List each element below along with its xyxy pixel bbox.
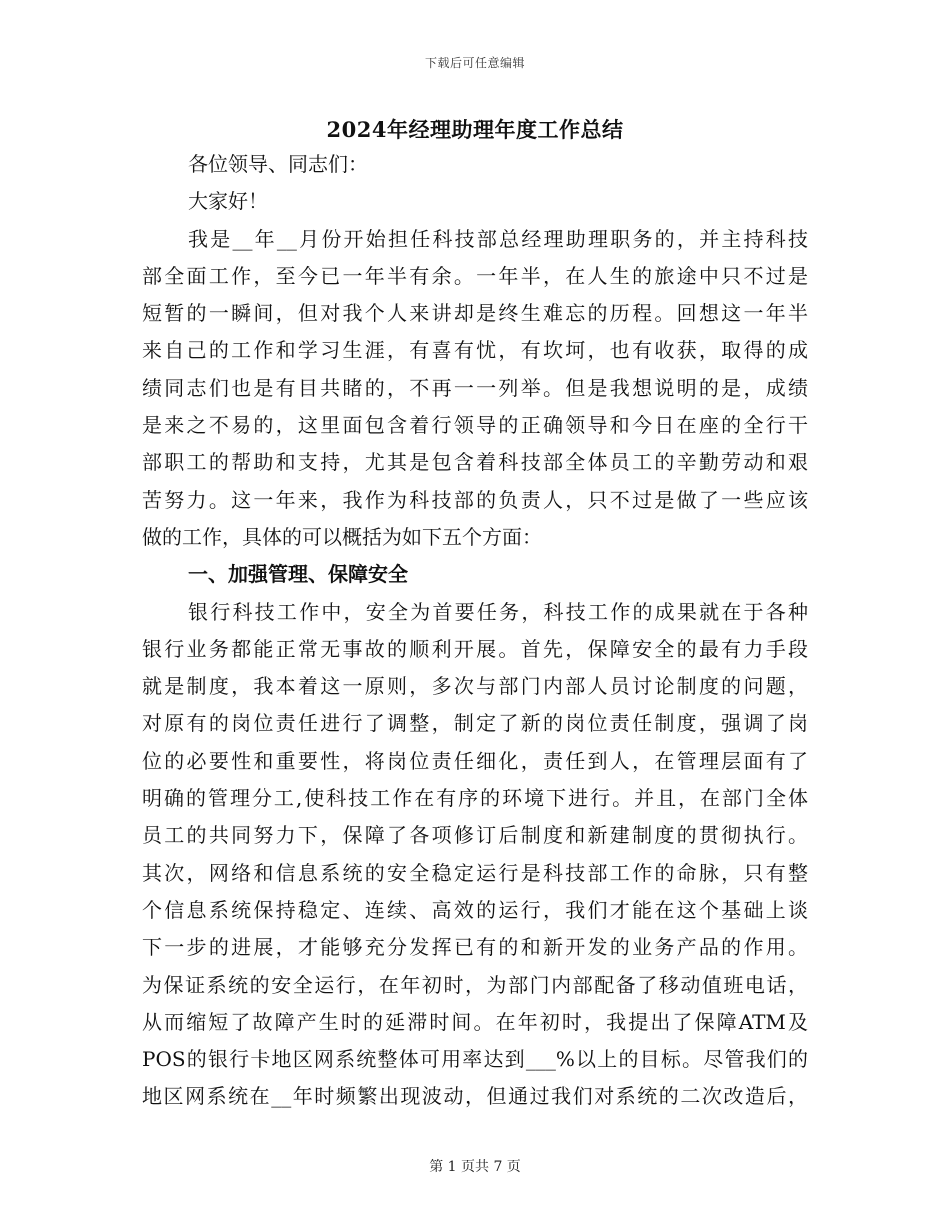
paragraph-line: 员工的共同努力下，保障了各项修订后制度和新建制度的贯彻执行。: [142, 823, 808, 848]
paragraph-line: 就是制度，我本着这一原则，多次与部门内部人员讨论制度的问题，: [142, 674, 808, 699]
paragraph-line: 绩同志们也是有目共睹的，不再一一列举。但是我想说明的是，成绩: [142, 375, 808, 400]
paragraph-line: 部全面工作，至今已一年半有余。一年半，在人生的旅途中只不过是: [142, 263, 808, 288]
paragraph-line: 为保证系统的安全运行，在年初时，为部门内部配备了移动值班电话，: [142, 972, 808, 997]
paragraph-line: POS的银行卡地区网系统整体可用率达到___%以上的目标。尽管我们的: [142, 1047, 808, 1072]
paragraph-line: 对原有的岗位责任进行了调整，制定了新的岗位责任制度，强调了岗: [142, 711, 808, 736]
paragraph-line: 个信息系统保持稳定、连续、高效的运行，我们才能在这个基础上谈: [142, 897, 808, 922]
header-note: 下载后可任意编辑: [424, 56, 525, 70]
paragraph-line: 位的必要性和重要性，将岗位责任细化，责任到人，在管理层面有了: [142, 748, 808, 773]
document-body: [142, 146, 808, 1116]
paragraph-line: 其次，网络和信息系统的安全稳定运行是科技部工作的命脉，只有整: [142, 860, 808, 885]
paragraph-line: 来自己的工作和学习生涯，有喜有忧，有坎坷，也有收获，取得的成: [142, 338, 808, 363]
paragraph-line: 银行科技工作中，安全为首要任务，科技工作的成果就在于各种: [188, 599, 808, 624]
paragraph-line: 明确的管理分工,使科技工作在有序的环境下进行。并且，在部门全体: [142, 786, 808, 811]
greeting-line: 大家好！: [188, 189, 268, 214]
page-number: 第 1 页共 7 页: [429, 1159, 521, 1175]
salutation-line: 各位领导、同志们：: [188, 152, 368, 176]
paragraph-line: 地区网系统在__年时频繁出现波动，但通过我们对系统的二次改造后，: [142, 1084, 808, 1109]
paragraph-line: 从而缩短了故障产生时的延滞时间。在年初时，我提出了保障ATM及: [142, 1009, 808, 1034]
section-heading: 一、加强管理、保障安全: [188, 562, 408, 587]
paragraph-line: 短暂的一瞬间，但对我个人来讲却是终生难忘的历程。回想这一年半: [142, 301, 808, 326]
paragraph-line: 是来之不易的，这里面包含着行领导的正确领导和今日在座的全行干: [142, 413, 808, 438]
paragraph-line: 做的工作，具体的可以概括为如下五个方面：: [142, 524, 542, 549]
document-title: 2024年经理助理年度工作总结: [326, 117, 624, 142]
paragraph-line: 苦努力。这一年来，我作为科技部的负责人，只不过是做了一些应该: [142, 487, 808, 512]
paragraph-line: 银行业务都能正常无事故的顺利开展。首先，保障安全的最有力手段: [142, 636, 808, 661]
paragraph-line: 部职工的帮助和支持，尤其是包含着科技部全体员工的辛勤劳动和艰: [142, 450, 808, 475]
paragraph-line: 下一步的进展，才能够充分发挥已有的和新开发的业务产品的作用。: [142, 935, 808, 960]
paragraph-line: 我是__年__月份开始担任科技部总经理助理职务的，并主持科技: [188, 226, 808, 251]
